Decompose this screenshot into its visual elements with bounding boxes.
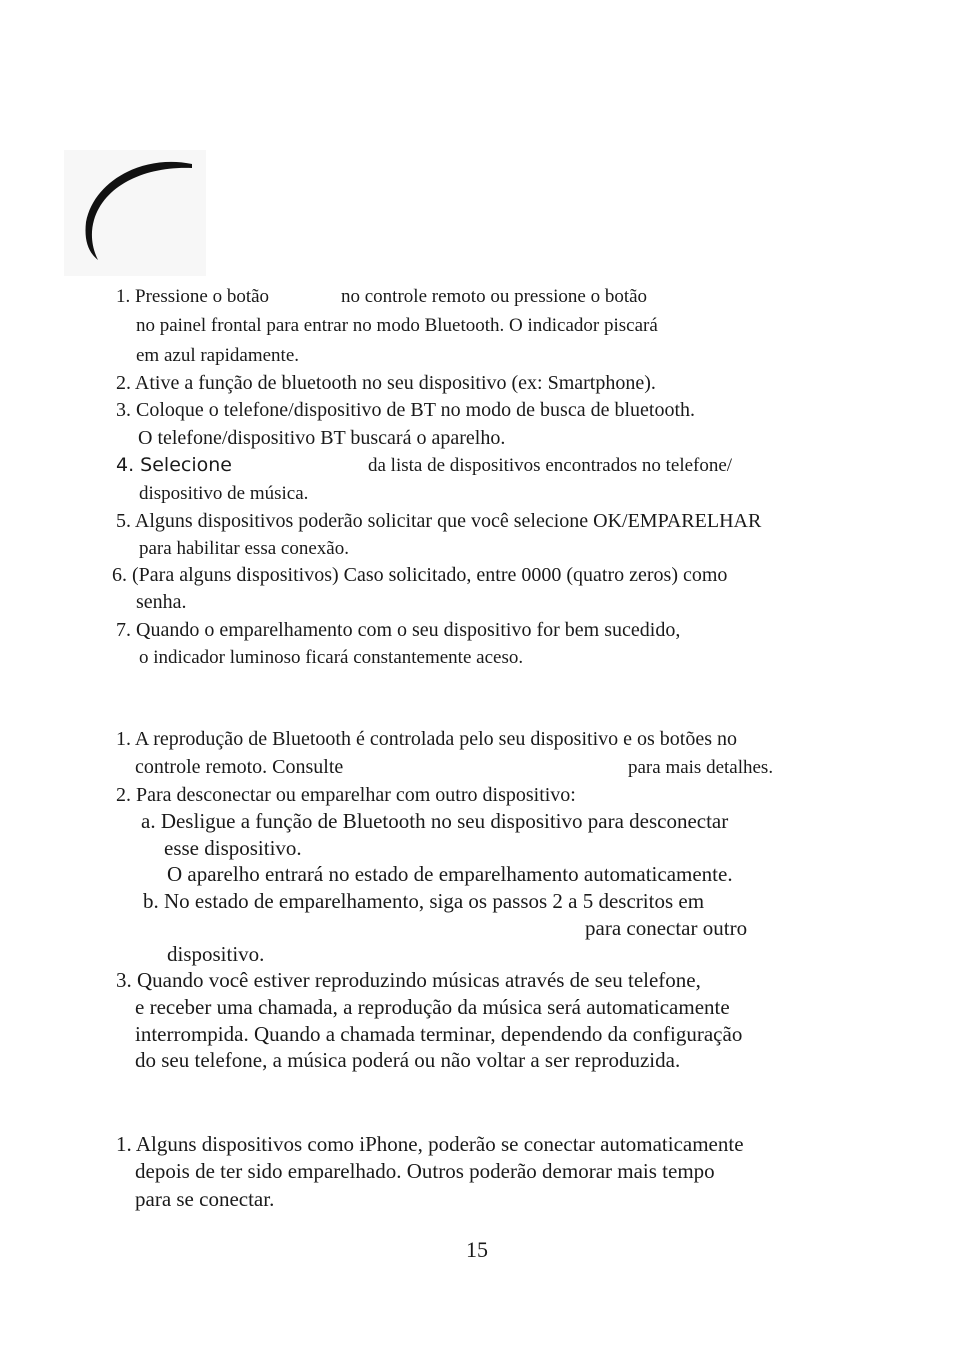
s1-item4-label: 4. Selecione bbox=[116, 454, 232, 476]
s1-line: senha. bbox=[136, 591, 187, 613]
s2-line-end: para mais detalhes. bbox=[628, 757, 774, 778]
s2-line: interrompida. Quando a chamada terminar, dependendo da configuração bbox=[135, 1022, 743, 1046]
s2-line: esse dispositivo. bbox=[164, 836, 302, 860]
s2-line: O aparelho entrará no estado de emparelhamento automaticamente. bbox=[167, 862, 733, 886]
s1-line: em azul rapidamente. bbox=[136, 345, 300, 366]
s2-sub-a: a. Desligue a função de Bluetooth no seu dispositivo para desconectar bbox=[141, 809, 729, 833]
s1-line: no painel frontal para entrar no modo Bluetooth. O indicador piscará bbox=[136, 315, 658, 336]
s2-sub-b: b. No estado de emparelhamento, siga os passos 2 a 5 descritos em bbox=[143, 889, 705, 913]
s1-item7: 7. Quando o emparelhamento com o seu dispositivo for bem sucedido, bbox=[116, 619, 681, 641]
s2-line: e receber uma chamada, a reprodução da música será automaticamente bbox=[135, 995, 730, 1019]
page-number: 15 bbox=[466, 1237, 488, 1262]
s2-line: para conectar outro bbox=[585, 916, 748, 940]
s2-item1: 1. A reprodução de Bluetooth é controlada pelo seu dispositivo e os botões no bbox=[116, 728, 737, 750]
s1-item1-start: 1. Pressione o botão bbox=[116, 286, 270, 307]
s1-line: o indicador luminoso ficará constantemente aceso. bbox=[139, 647, 524, 668]
s2-line: do seu telefone, a música poderá ou não voltar a ser reproduzida. bbox=[135, 1048, 681, 1072]
s1-item4-start bbox=[116, 456, 232, 475]
s2-item3: 3. Quando você estiver reproduzindo músicas através de seu telefone, bbox=[116, 968, 701, 992]
s1-item3: 3. Coloque o telefone/dispositivo de BT no modo de busca de bluetooth. bbox=[116, 399, 695, 421]
s1-item5: 5. Alguns dispositivos poderão solicitar que você selecione OK/EMPARELHAR bbox=[116, 510, 762, 532]
s1-item1-end: no controle remoto ou pressione o botão bbox=[341, 286, 648, 307]
s2-line: dispositivo. bbox=[167, 942, 265, 966]
s2-item2: 2. Para desconectar ou emparelhar com outro dispositivo: bbox=[116, 784, 576, 806]
s3-item1: 1. Alguns dispositivos como iPhone, poderão se conectar automaticamente bbox=[116, 1132, 744, 1156]
s1-line: O telefone/dispositivo BT buscará o aparelho. bbox=[138, 427, 506, 449]
s1-item4-end: da lista de dispositivos encontrados no telefone/ bbox=[368, 455, 733, 476]
s1-item6: 6. (Para alguns dispositivos) Caso solicitado, entre 0000 (quatro zeros) como bbox=[112, 564, 728, 586]
s1-item2: 2. Ative a função de bluetooth no seu dispositivo (ex: Smartphone). bbox=[116, 372, 656, 394]
s3-line: depois de ter sido emparelhado. Outros poderão demorar mais tempo bbox=[135, 1159, 715, 1183]
s3-line: para se conectar. bbox=[135, 1187, 275, 1211]
s2-line-start: controle remoto. Consulte bbox=[135, 756, 344, 778]
crescent-logo-icon bbox=[64, 150, 206, 276]
s1-line: dispositivo de música. bbox=[139, 483, 309, 504]
s1-line: para habilitar essa conexão. bbox=[139, 538, 349, 559]
